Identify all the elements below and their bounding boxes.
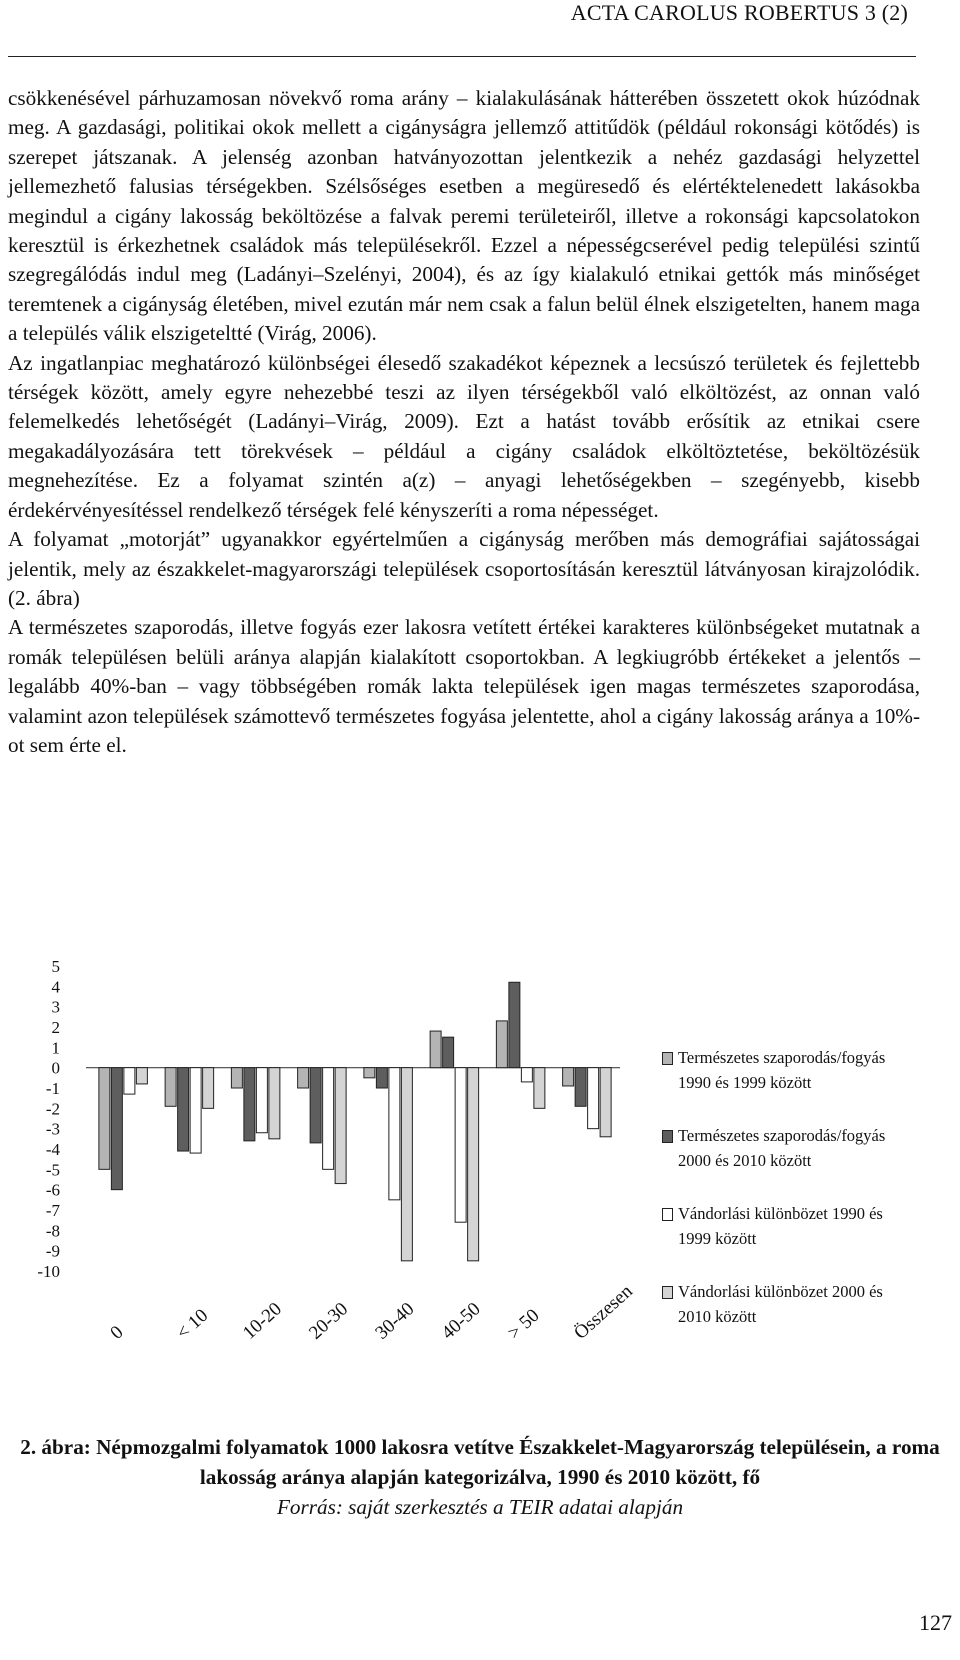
bar-series2-7 <box>509 982 520 1067</box>
bar-series2-2 <box>178 1068 189 1151</box>
legend-swatch-1 <box>662 1052 673 1065</box>
legend-label-2a: Természetes szaporodás/fogyás <box>678 1126 886 1145</box>
bar-series3-1 <box>124 1068 135 1094</box>
y-tick-label: -6 <box>45 1180 60 1200</box>
caption-source: Forrás: saját szerkesztés a TEIR adatai alapján <box>276 1495 684 1519</box>
x-tick-label: 40-50 <box>437 1298 485 1344</box>
bar-series1-1 <box>99 1068 110 1170</box>
x-tick-label: Összesen <box>570 1280 637 1344</box>
y-tick-label: -8 <box>45 1221 60 1241</box>
bar-series3-5 <box>389 1068 400 1200</box>
bar-series4-7 <box>534 1068 545 1109</box>
y-tick-label: 4 <box>51 977 60 997</box>
y-tick-label: -9 <box>45 1241 60 1261</box>
legend-label-3b: 1999 között <box>678 1229 757 1248</box>
bar-series4-5 <box>401 1068 412 1261</box>
bar-series4-8 <box>600 1068 611 1137</box>
x-tick-label: 0 <box>106 1321 128 1344</box>
legend-swatch-3 <box>662 1208 673 1221</box>
legend-swatch-2 <box>662 1130 673 1143</box>
y-tick-label: -4 <box>45 1140 60 1159</box>
y-tick-label: -2 <box>45 1099 60 1119</box>
bar-series4-4 <box>335 1068 346 1184</box>
y-tick-label: -7 <box>45 1201 60 1220</box>
bar-series1-6 <box>430 1031 441 1068</box>
y-tick-label: 2 <box>51 1018 60 1037</box>
bar-series3-7 <box>521 1068 532 1082</box>
bar-series4-6 <box>468 1068 479 1261</box>
caption-title: 2. ábra: Népmozgalmi folyamatok 1000 lakosra vetítve Északkelet-Magyarország településein, a roma lakosság aránya alapján kategorizálva, 1990 és 2010 között, fő <box>20 1435 940 1489</box>
x-tick-label: < 10 <box>172 1305 213 1344</box>
running-header <box>571 0 908 26</box>
bar-series3-8 <box>588 1068 599 1129</box>
y-tick-label: -5 <box>45 1160 60 1180</box>
bar-series4-1 <box>136 1068 147 1084</box>
bar-series1-8 <box>563 1068 574 1086</box>
x-tick-label: 30-40 <box>371 1298 419 1344</box>
journal-title: ACTA CAROLUS ROBERTUS 3 (2) <box>570 0 908 25</box>
bar-series2-1 <box>111 1068 122 1190</box>
y-tick-label: 3 <box>51 997 60 1017</box>
paragraph-1: csökkenésével párhuzamosan növekvő roma arány – kialakulásának hátterében összetett okok húzódnak meg. A gazdasági, politikai okok mellett a cigányságra jellemző attitűdök (például rokonsági kötődés) is szerepet játszanak. A jelenség azonban hatványozottan jelentkezik a nehéz gazdasági helyzettel jellemezhető falusias térségekben. Szélsőséges esetben a megüresedő és elértéktelenedett lakásokba megindul a cigány lakosság beköltözése a falvak peremi területeiről, illetve a rokonsági kapcsolatokon keresztül is érkezhetnek családok más településekről. Ezzel a népességcserével pedig települési szintű szegregálódás indul meg (Ladányi–Szelényi, 2004), és az így kialakuló etnikai gettók más minőséget teremtenek a cigányság életében, mivel ezután már nem csak a falun belül élnek elszigetelten, hanem maga a település válik elszigeteltté (Virág, 2006). <box>8 86 920 346</box>
bar-series2-8 <box>575 1068 586 1107</box>
legend-label-4a: Vándorlási különbözet 2000 és <box>678 1282 883 1301</box>
bar-series3-2 <box>190 1068 201 1153</box>
legend-label-1a: Természetes szaporodás/fogyás <box>678 1048 886 1067</box>
y-tick-label: 1 <box>51 1038 60 1058</box>
y-tick-label: -1 <box>45 1079 60 1098</box>
bar-series1-5 <box>364 1068 375 1078</box>
x-tick-label: > 50 <box>503 1305 544 1344</box>
bar-series3-4 <box>323 1068 334 1170</box>
bar-series1-2 <box>165 1068 176 1107</box>
x-tick-label: 20-30 <box>305 1298 353 1344</box>
y-tick-label: 5 <box>51 957 60 976</box>
bar-series2-4 <box>310 1068 321 1143</box>
legend-label-4b: 2010 között <box>678 1307 757 1326</box>
bar-series1-7 <box>496 1021 507 1068</box>
bar-series1-3 <box>231 1068 242 1088</box>
y-tick-label: 0 <box>51 1058 60 1078</box>
page-number: 127 <box>919 1610 952 1635</box>
bar-series2-6 <box>443 1037 454 1068</box>
figure-caption <box>0 1432 960 1522</box>
body-text <box>8 84 920 760</box>
bar-series3-3 <box>256 1068 267 1133</box>
paragraph-3: A folyamat „motorját” ugyanakkor egyértelműen a cigányság merőben más demográfiai sajátosságai jelentik, mely az északkelet-magyarországi települések csoportosításán keresztül látványosan kirajzolódik. (2. ábra) <box>8 527 920 610</box>
bar-series2-5 <box>376 1068 387 1088</box>
bar-series4-2 <box>203 1068 214 1109</box>
paragraph-2: Az ingatlanpiac meghatározó különbségei élesedő szakadékot képeznek a lecsúszó területek és fejlettebb térségek között, amely egyre nehezebbé teszi az ilyen térségekből való elköltözést, az onnan való felemelkedés lehetőségét (Ladányi–Virág, 2009). Ezt a hatást tovább erősítik az etnikai csere megakadályozására tett törekvések – például a cigány családok elköltöztetése, beköltözésük megnehezítése. Ez a folyamat szintén a(z) – anyagi lehetőségekben – szegényebb, kisebb érdekérvényesítéssel rendelkező térségek felé kényszeríti a roma népességet. <box>8 350 920 522</box>
header-rule <box>8 56 916 57</box>
x-tick-label: 10-20 <box>238 1298 286 1344</box>
legend-swatch-4 <box>662 1286 673 1299</box>
bar-series4-3 <box>269 1068 280 1139</box>
bar-series1-4 <box>298 1068 309 1088</box>
legend-label-3a: Vándorlási különbözet 1990 és <box>678 1204 883 1223</box>
y-tick-label: -3 <box>45 1119 60 1139</box>
bar-series3-6 <box>455 1068 466 1223</box>
paragraph-4: A természetes szaporodás, illetve fogyás ezer lakosra vetített értékei karakteres különbségeket mutatnak a romák településen belüli aránya alapján kialakított csoportokban. A legkiugróbb értékeket a jelentős – legalább 40%-ban – vagy többségében romák lakta települések igen magas természetes szaporodása, valamint azon települések számottevő természetes fogyása jelentette, ahol a cigány lakosság aránya a 10%-ot sem érte el. <box>8 615 920 757</box>
bar-series2-3 <box>244 1068 255 1141</box>
legend-label-2b: 2000 és 2010 között <box>678 1151 812 1170</box>
legend-label-1b: 1990 és 1999 között <box>678 1073 812 1092</box>
y-tick-label: -10 <box>37 1262 60 1281</box>
